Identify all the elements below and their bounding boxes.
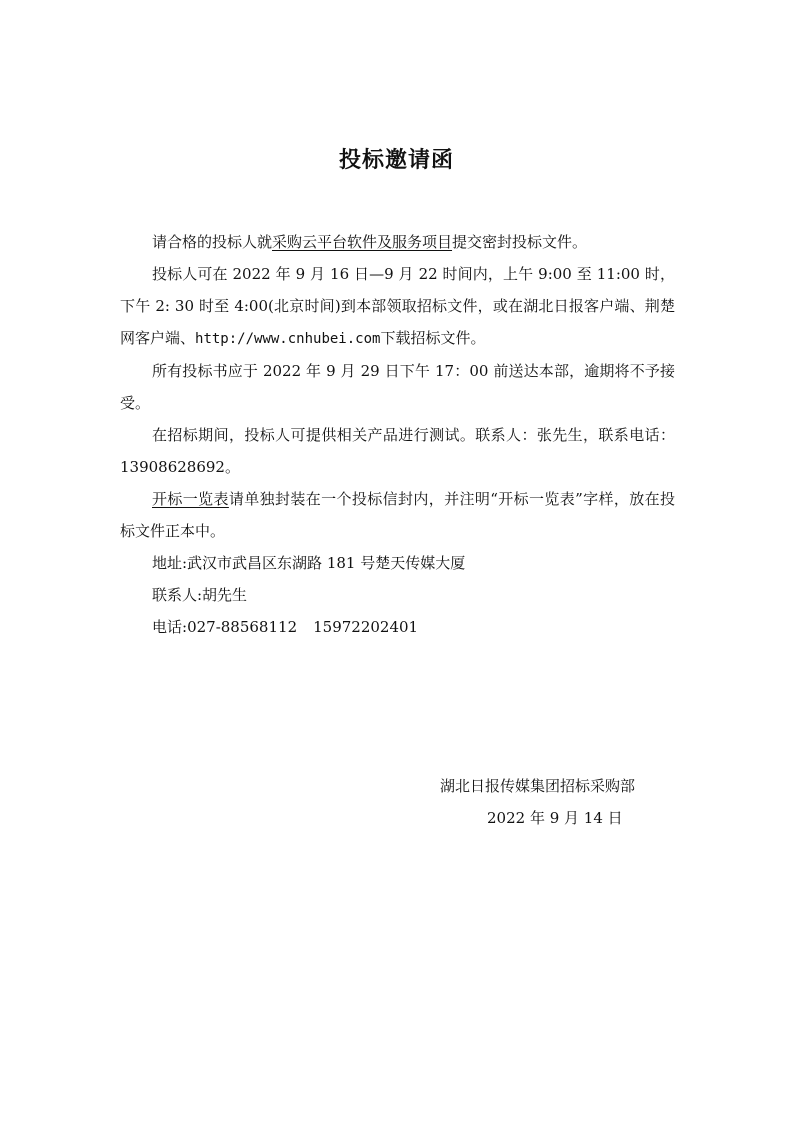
project-name: 采购云平台软件及服务项目 [272, 233, 453, 251]
phone-number-1: 027-88568112 [187, 618, 298, 636]
paragraph-invitation-lead: 请合格的投标人就 [152, 233, 273, 251]
website-link[interactable]: http://www.cnhubei.com [195, 331, 381, 347]
paragraph-invitation-tail: 提交密封投标文件。 [452, 233, 588, 251]
contact-line: 联系人:胡先生 [152, 586, 248, 604]
document-body [120, 226, 675, 643]
paragraph-bid-summary-tail: 请单独封装在一个投标信封内，并注明“开标一览表”字样，放在投标文件正本中。 [120, 490, 675, 540]
paragraph-invitation [120, 226, 675, 258]
phone-number-2: 15972202401 [313, 618, 419, 636]
page-title: 投标邀请函 [338, 147, 454, 173]
phone-label: 电话: [152, 618, 188, 636]
paragraph-deadline: 所有投标书应于 2022 年 9 月 29 日下午 17：00 前送达本部，逾期将不予接受。 [120, 362, 675, 412]
signature-organization: 湖北日报传媒集团招标采购部 [440, 777, 636, 795]
address-line: 地址:武汉市武昌区东湖路 181 号楚天传媒大厦 [152, 554, 466, 572]
bid-summary-term: 开标一览表 [152, 490, 229, 508]
phone-line [120, 611, 675, 643]
paragraph-bid-summary [120, 483, 675, 547]
signature-block [440, 770, 635, 834]
paragraph-pickup-lead: 投标人可在 2022 年 9 月 16 日—9 月 22 时间内，上午 9:00 至 11:00 时，下午 2: 30 时至 4:00(北京时间)到本部领取招标文件，或在湖北日报客户端、荆楚网客户端、 [120, 265, 675, 347]
paragraph-document-pickup [120, 258, 675, 355]
signature-date: 2022 年 9 月 14 日 [487, 809, 623, 827]
paragraph-pickup-tail: 下载招标文件。 [380, 329, 486, 347]
paragraph-testing-contact: 在招标期间，投标人可提供相关产品进行测试。联系人：张先生，联系电话：13908628692。 [120, 426, 675, 476]
